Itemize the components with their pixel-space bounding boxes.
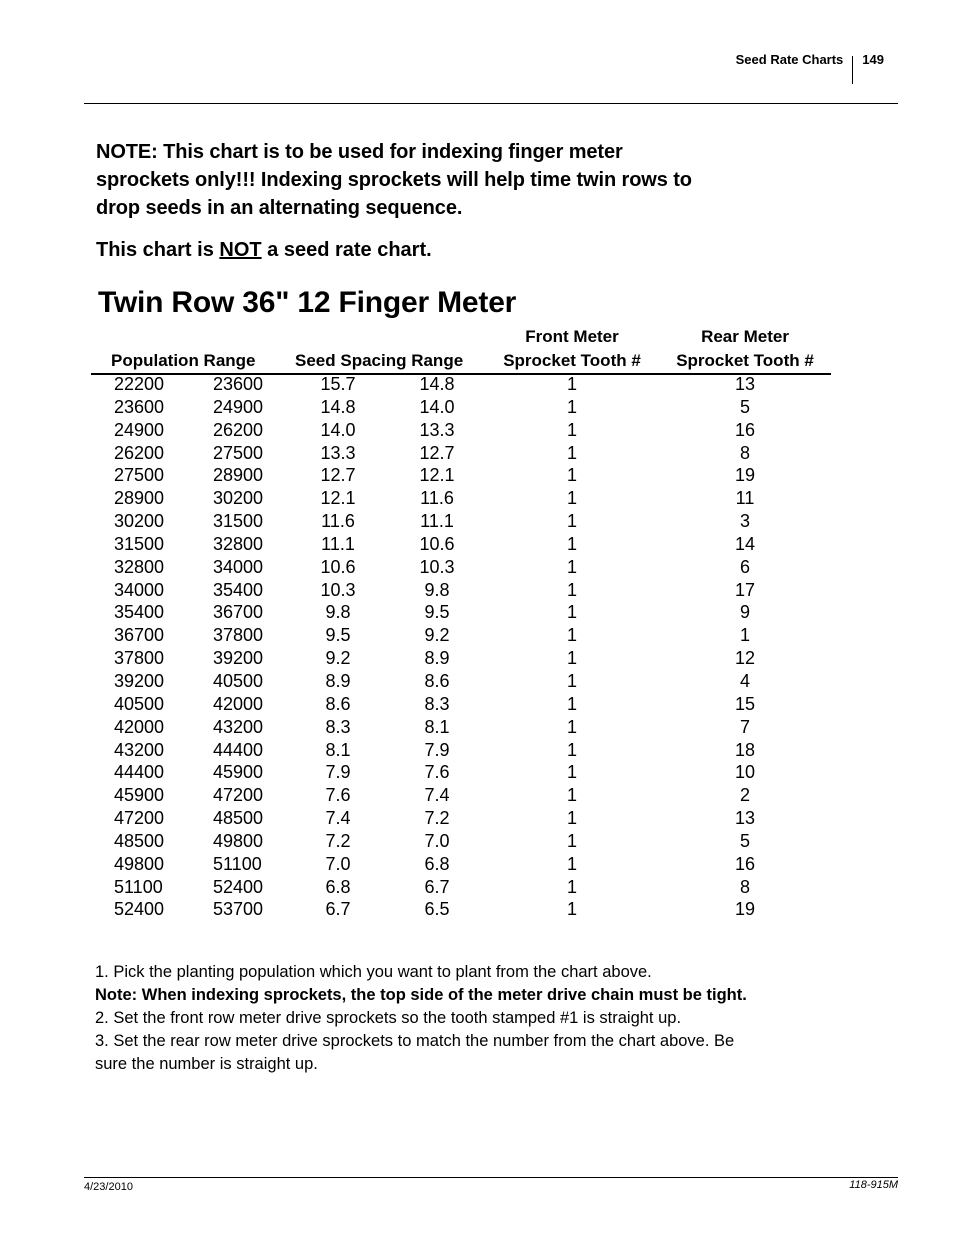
cell-population-from: 44400 [114,762,165,783]
cell-rear-tooth: 4 [739,670,751,691]
col-header-spacing: Seed Spacing Range [295,351,464,370]
cell-spacing-to: 7.9 [424,739,450,760]
cell-spacing-to: 8.9 [424,648,450,669]
header-divider [852,56,853,84]
cell-rear-tooth: 19 [734,465,756,486]
cell-spacing-to: 8.3 [424,693,450,714]
cell-rear-tooth: 7 [739,716,751,737]
cell-population-to: 30200 [213,488,264,509]
cell-population-to: 48500 [213,808,264,829]
cell-spacing-from: 6.7 [325,899,351,920]
footer-doc-code: 118-915M [849,1179,898,1191]
cell-spacing-from: 8.9 [325,670,351,691]
col-header-rear-bottom: Sprocket Tooth # [676,351,814,370]
cell-front-tooth: 1 [566,488,578,509]
cell-spacing-from: 15.7 [320,374,356,394]
cell-population-from: 27500 [114,465,165,486]
page-number: 149 [862,52,884,67]
instruction-step-3a: 3. Set the rear row meter drive sprockets to match the number from the chart above. Be [95,1032,735,1050]
cell-population-to: 47200 [213,785,264,806]
col-header-front-top: Front Meter [525,327,619,346]
cell-spacing-from: 8.6 [325,693,351,714]
cell-population-from: 51100 [114,876,163,897]
cell-spacing-to: 8.1 [424,716,450,737]
cell-spacing-from: 9.2 [325,648,351,669]
cell-spacing-to: 6.7 [424,876,450,897]
cell-population-from: 26200 [114,442,165,463]
section-title: Seed Rate Charts [735,52,844,67]
cell-spacing-from: 6.8 [325,876,351,897]
cell-population-from: 43200 [114,739,165,760]
cell-spacing-to: 13.3 [419,419,455,440]
cell-front-tooth: 1 [566,853,578,874]
table-row [0,442,954,465]
cell-front-tooth: 1 [566,808,578,829]
cell-rear-tooth: 18 [734,739,756,760]
cell-spacing-to: 9.5 [424,602,450,623]
cell-front-tooth: 1 [566,693,578,714]
cell-spacing-to: 11.6 [420,488,454,509]
cell-population-from: 28900 [114,488,165,509]
cell-population-to: 52400 [213,876,264,897]
cell-population-from: 40500 [114,693,165,714]
table-row [0,716,954,739]
cell-population-from: 39200 [114,670,165,691]
table-row [0,601,954,624]
cell-front-tooth: 1 [566,899,578,920]
notice-text-before: This chart is [96,239,220,261]
cell-spacing-to: 12.1 [419,465,455,486]
cell-population-from: 37800 [114,648,165,669]
cell-population-from: 24900 [114,419,165,440]
cell-rear-tooth: 17 [734,579,756,600]
cell-population-to: 43200 [213,716,264,737]
cell-population-from: 32800 [114,556,165,577]
cell-spacing-from: 9.5 [325,625,351,646]
cell-spacing-from: 7.0 [325,853,351,874]
cell-front-tooth: 1 [566,670,578,691]
cell-spacing-to: 7.4 [424,785,450,806]
cell-front-tooth: 1 [566,374,578,394]
cell-spacing-to: 8.6 [424,670,450,691]
cell-population-to: 35400 [213,579,264,600]
table-row [0,487,954,510]
table-row [0,784,954,807]
cell-spacing-from: 14.8 [320,396,356,417]
cell-rear-tooth: 8 [739,442,751,463]
cell-population-from: 30200 [114,511,165,532]
table-row [0,670,954,693]
cell-spacing-to: 14.8 [419,374,455,394]
instruction-note: Note: When indexing sprockets, the top side of the meter drive chain must be tight. [95,986,747,1004]
cell-population-from: 31500 [114,533,165,554]
cell-rear-tooth: 13 [734,374,756,394]
cell-spacing-to: 7.0 [424,830,450,851]
cell-population-to: 42000 [213,693,264,714]
cell-population-from: 48500 [114,830,165,851]
cell-rear-tooth: 5 [739,396,751,417]
cell-population-to: 27500 [213,442,264,463]
cell-front-tooth: 1 [566,556,578,577]
cell-spacing-from: 10.3 [320,579,356,600]
table-row [0,510,954,533]
cell-population-from: 23600 [114,396,165,417]
cell-spacing-to: 9.2 [424,625,450,646]
table-row [0,739,954,762]
cell-rear-tooth: 13 [734,808,756,829]
not-seed-rate-notice [96,239,432,262]
col-header-population: Population Range [111,351,256,370]
cell-population-to: 24900 [213,396,264,417]
cell-spacing-to: 14.0 [419,396,455,417]
table-row [0,693,954,716]
cell-population-to: 36700 [213,602,264,623]
table-row [0,761,954,784]
cell-front-tooth: 1 [566,830,578,851]
footer-rule [84,1177,898,1178]
cell-population-from: 52400 [114,899,165,920]
cell-spacing-to: 6.5 [424,899,450,920]
cell-population-to: 28900 [213,465,264,486]
cell-spacing-to: 7.6 [424,762,450,783]
note-line-1: NOTE: This chart is to be used for indexing finger meter [96,141,623,163]
cell-population-to: 34000 [213,556,264,577]
cell-population-to: 26200 [213,419,264,440]
table-row [0,876,954,899]
cell-population-to: 23600 [213,374,264,394]
col-header-front-bottom: Sprocket Tooth # [503,351,641,370]
cell-spacing-from: 7.6 [325,785,351,806]
cell-spacing-from: 11.6 [321,511,355,532]
table-row [0,624,954,647]
cell-spacing-to: 11.1 [420,511,454,532]
header-rule [84,103,898,104]
table-row [0,807,954,830]
notice-underlined-word: NOT [219,239,262,261]
cell-rear-tooth: 19 [734,899,756,920]
table-body [0,373,954,921]
cell-front-tooth: 1 [566,419,578,440]
cell-rear-tooth: 12 [734,648,756,669]
cell-rear-tooth: 5 [739,830,751,851]
cell-population-to: 51100 [213,853,262,874]
cell-spacing-from: 12.7 [320,465,356,486]
cell-rear-tooth: 16 [734,419,756,440]
cell-spacing-from: 9.8 [325,602,351,623]
cell-rear-tooth: 14 [734,533,756,554]
cell-spacing-to: 7.2 [424,808,450,829]
table-title: Twin Row 36" 12 Finger Meter [98,286,517,319]
cell-population-from: 42000 [114,716,165,737]
cell-front-tooth: 1 [566,785,578,806]
table-row [0,419,954,442]
table-row [0,830,954,853]
cell-rear-tooth: 10 [734,762,756,783]
cell-rear-tooth: 8 [739,876,751,897]
cell-spacing-from: 14.0 [320,419,356,440]
cell-rear-tooth: 3 [739,511,751,532]
table-row [0,464,954,487]
cell-spacing-from: 8.1 [325,739,351,760]
cell-spacing-from: 10.6 [320,556,356,577]
cell-population-from: 49800 [114,853,165,874]
cell-spacing-to: 9.8 [424,579,450,600]
cell-front-tooth: 1 [566,876,578,897]
cell-spacing-from: 12.1 [320,488,356,509]
cell-population-to: 31500 [213,511,264,532]
cell-spacing-from: 11.1 [321,533,355,554]
cell-front-tooth: 1 [566,648,578,669]
cell-population-to: 32800 [213,533,264,554]
cell-population-to: 53700 [213,899,264,920]
cell-population-to: 37800 [213,625,264,646]
cell-front-tooth: 1 [566,533,578,554]
cell-population-from: 36700 [114,625,165,646]
cell-population-to: 49800 [213,830,264,851]
table-row [0,396,954,419]
cell-rear-tooth: 1 [739,625,751,646]
cell-spacing-from: 7.9 [325,762,351,783]
cell-front-tooth: 1 [566,739,578,760]
table-row [0,556,954,579]
cell-spacing-to: 6.8 [424,853,450,874]
note-line-3: drop seeds in an alternating sequence. [96,197,463,219]
cell-population-from: 34000 [114,579,165,600]
table-row [0,647,954,670]
cell-front-tooth: 1 [566,396,578,417]
instruction-step-2: 2. Set the front row meter drive sprockets so the tooth stamped #1 is straight up. [95,1009,682,1027]
cell-population-to: 44400 [213,739,264,760]
cell-front-tooth: 1 [566,442,578,463]
note-line-2: sprockets only!!! Indexing sprockets will help time twin rows to [96,169,692,191]
cell-population-from: 22200 [114,374,165,394]
cell-front-tooth: 1 [566,625,578,646]
cell-spacing-from: 7.4 [325,808,351,829]
table-row [0,373,954,396]
instructions [95,961,855,1076]
cell-population-from: 47200 [114,808,165,829]
cell-population-from: 45900 [114,785,165,806]
cell-rear-tooth: 2 [739,785,751,806]
cell-spacing-from: 13.3 [320,442,356,463]
cell-front-tooth: 1 [566,579,578,600]
instruction-step-1: 1. Pick the planting population which you want to plant from the chart above. [95,963,652,981]
cell-front-tooth: 1 [566,511,578,532]
notice-text-after: a seed rate chart. [261,239,432,261]
cell-spacing-from: 8.3 [325,716,351,737]
footer-date: 4/23/2010 [84,1181,133,1193]
indexing-note [96,138,816,222]
cell-front-tooth: 1 [566,465,578,486]
table-row [0,898,954,921]
table-row [0,533,954,556]
cell-rear-tooth: 9 [739,602,751,623]
cell-population-to: 40500 [213,670,264,691]
cell-spacing-from: 7.2 [325,830,351,851]
cell-spacing-to: 10.3 [419,556,455,577]
cell-rear-tooth: 11 [735,488,755,509]
instruction-step-3b: sure the number is straight up. [95,1055,318,1073]
cell-rear-tooth: 16 [734,853,756,874]
table-row [0,853,954,876]
cell-population-to: 39200 [213,648,264,669]
cell-rear-tooth: 15 [734,693,756,714]
cell-front-tooth: 1 [566,602,578,623]
cell-front-tooth: 1 [566,716,578,737]
cell-population-from: 35400 [114,602,165,623]
col-header-rear-top: Rear Meter [701,327,789,346]
table-row [0,579,954,602]
cell-population-to: 45900 [213,762,264,783]
running-header [736,52,884,80]
cell-front-tooth: 1 [566,762,578,783]
cell-spacing-to: 12.7 [419,442,455,463]
cell-rear-tooth: 6 [739,556,751,577]
cell-spacing-to: 10.6 [419,533,455,554]
